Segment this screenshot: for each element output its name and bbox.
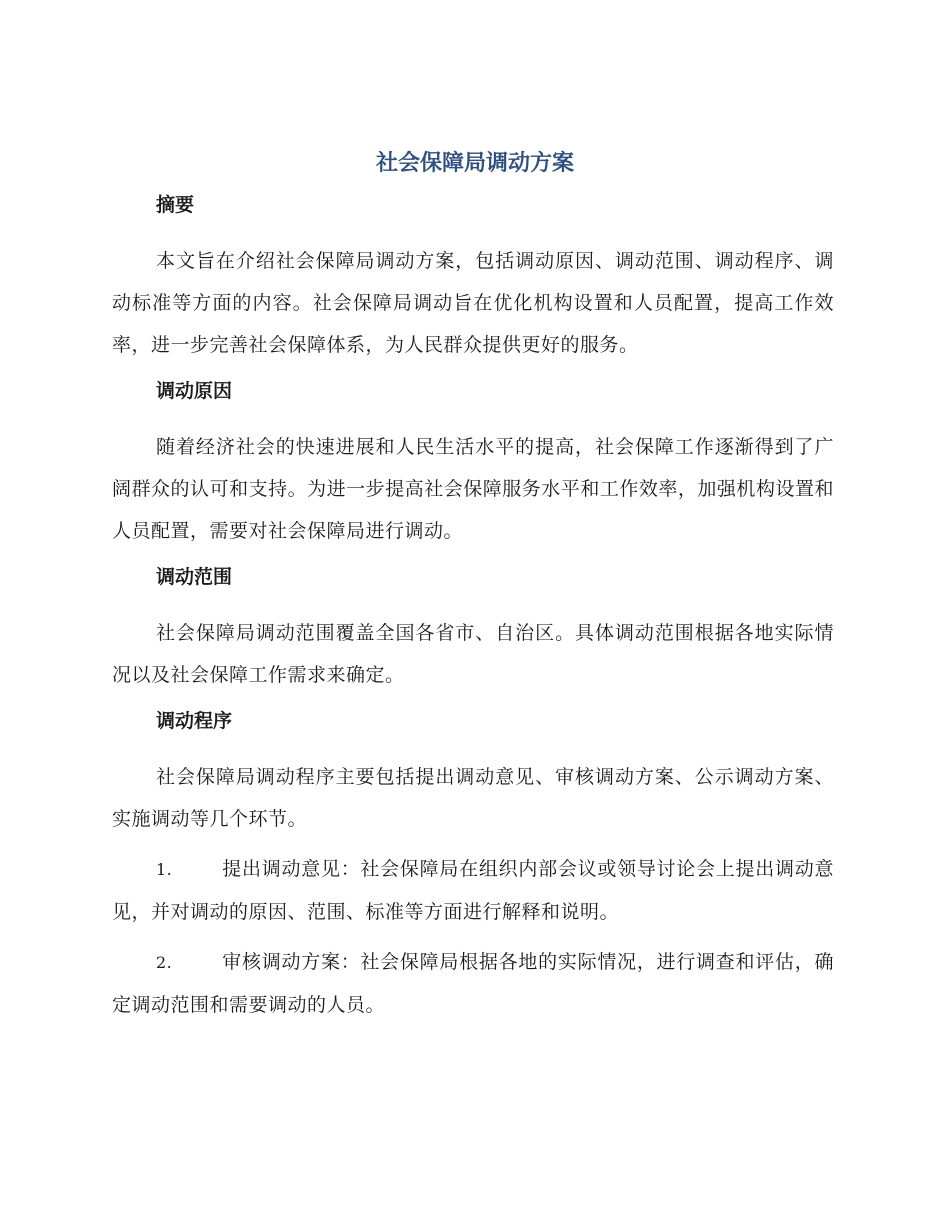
- section-heading-reason: 调动原因: [156, 380, 233, 402]
- document-title: 社会保障局调动方案: [375, 151, 574, 176]
- section-heading-procedure: 调动程序: [156, 710, 233, 732]
- section-paragraph: 社会保障局调动程序主要包括提出调动意见、审核调动方案、公示调动方案、实施调动等几个环节。: [112, 766, 834, 830]
- section-paragraph: 社会保障局调动范围覆盖全国各省市、自治区。具体调动范围根据各地实际情况以及社会保障工作需求来确定。: [112, 622, 834, 686]
- list-number: 2.: [156, 953, 173, 972]
- list-number: 1.: [156, 860, 173, 879]
- section-heading-abstract: 摘要: [156, 194, 195, 216]
- list-item: [112, 848, 834, 933]
- section-heading-scope: 调动范围: [156, 566, 233, 588]
- section-paragraph: 随着经济社会的快速进展和人民生活水平的提高，社会保障工作逐渐得到了广阔群众的认可和支持。为进一步提高社会保障服务水平和工作效率，加强机构设置和人员配置，需要对社会保障局进行调动。: [112, 436, 834, 542]
- list-item: [112, 941, 834, 1026]
- section-paragraph: 本文旨在介绍社会保障局调动方案，包括调动原因、调动范围、调动程序、调动标准等方面的内容。社会保障局调动旨在优化机构设置和人员配置，提高工作效率，进一步完善社会保障体系，为人民群众提供更好的服务。: [112, 250, 834, 356]
- document-body: [112, 188, 834, 1034]
- list-item-text: 提出调动意见：社会保障局在组织内部会议或领导讨论会上提出调动意见，并对调动的原因、范围、标准等方面进行解释和说明。: [112, 858, 834, 923]
- list-item-text: 审核调动方案：社会保障局根据各地的实际情况，进行调查和评估，确定调动范围和需要调动的人员。: [112, 951, 834, 1016]
